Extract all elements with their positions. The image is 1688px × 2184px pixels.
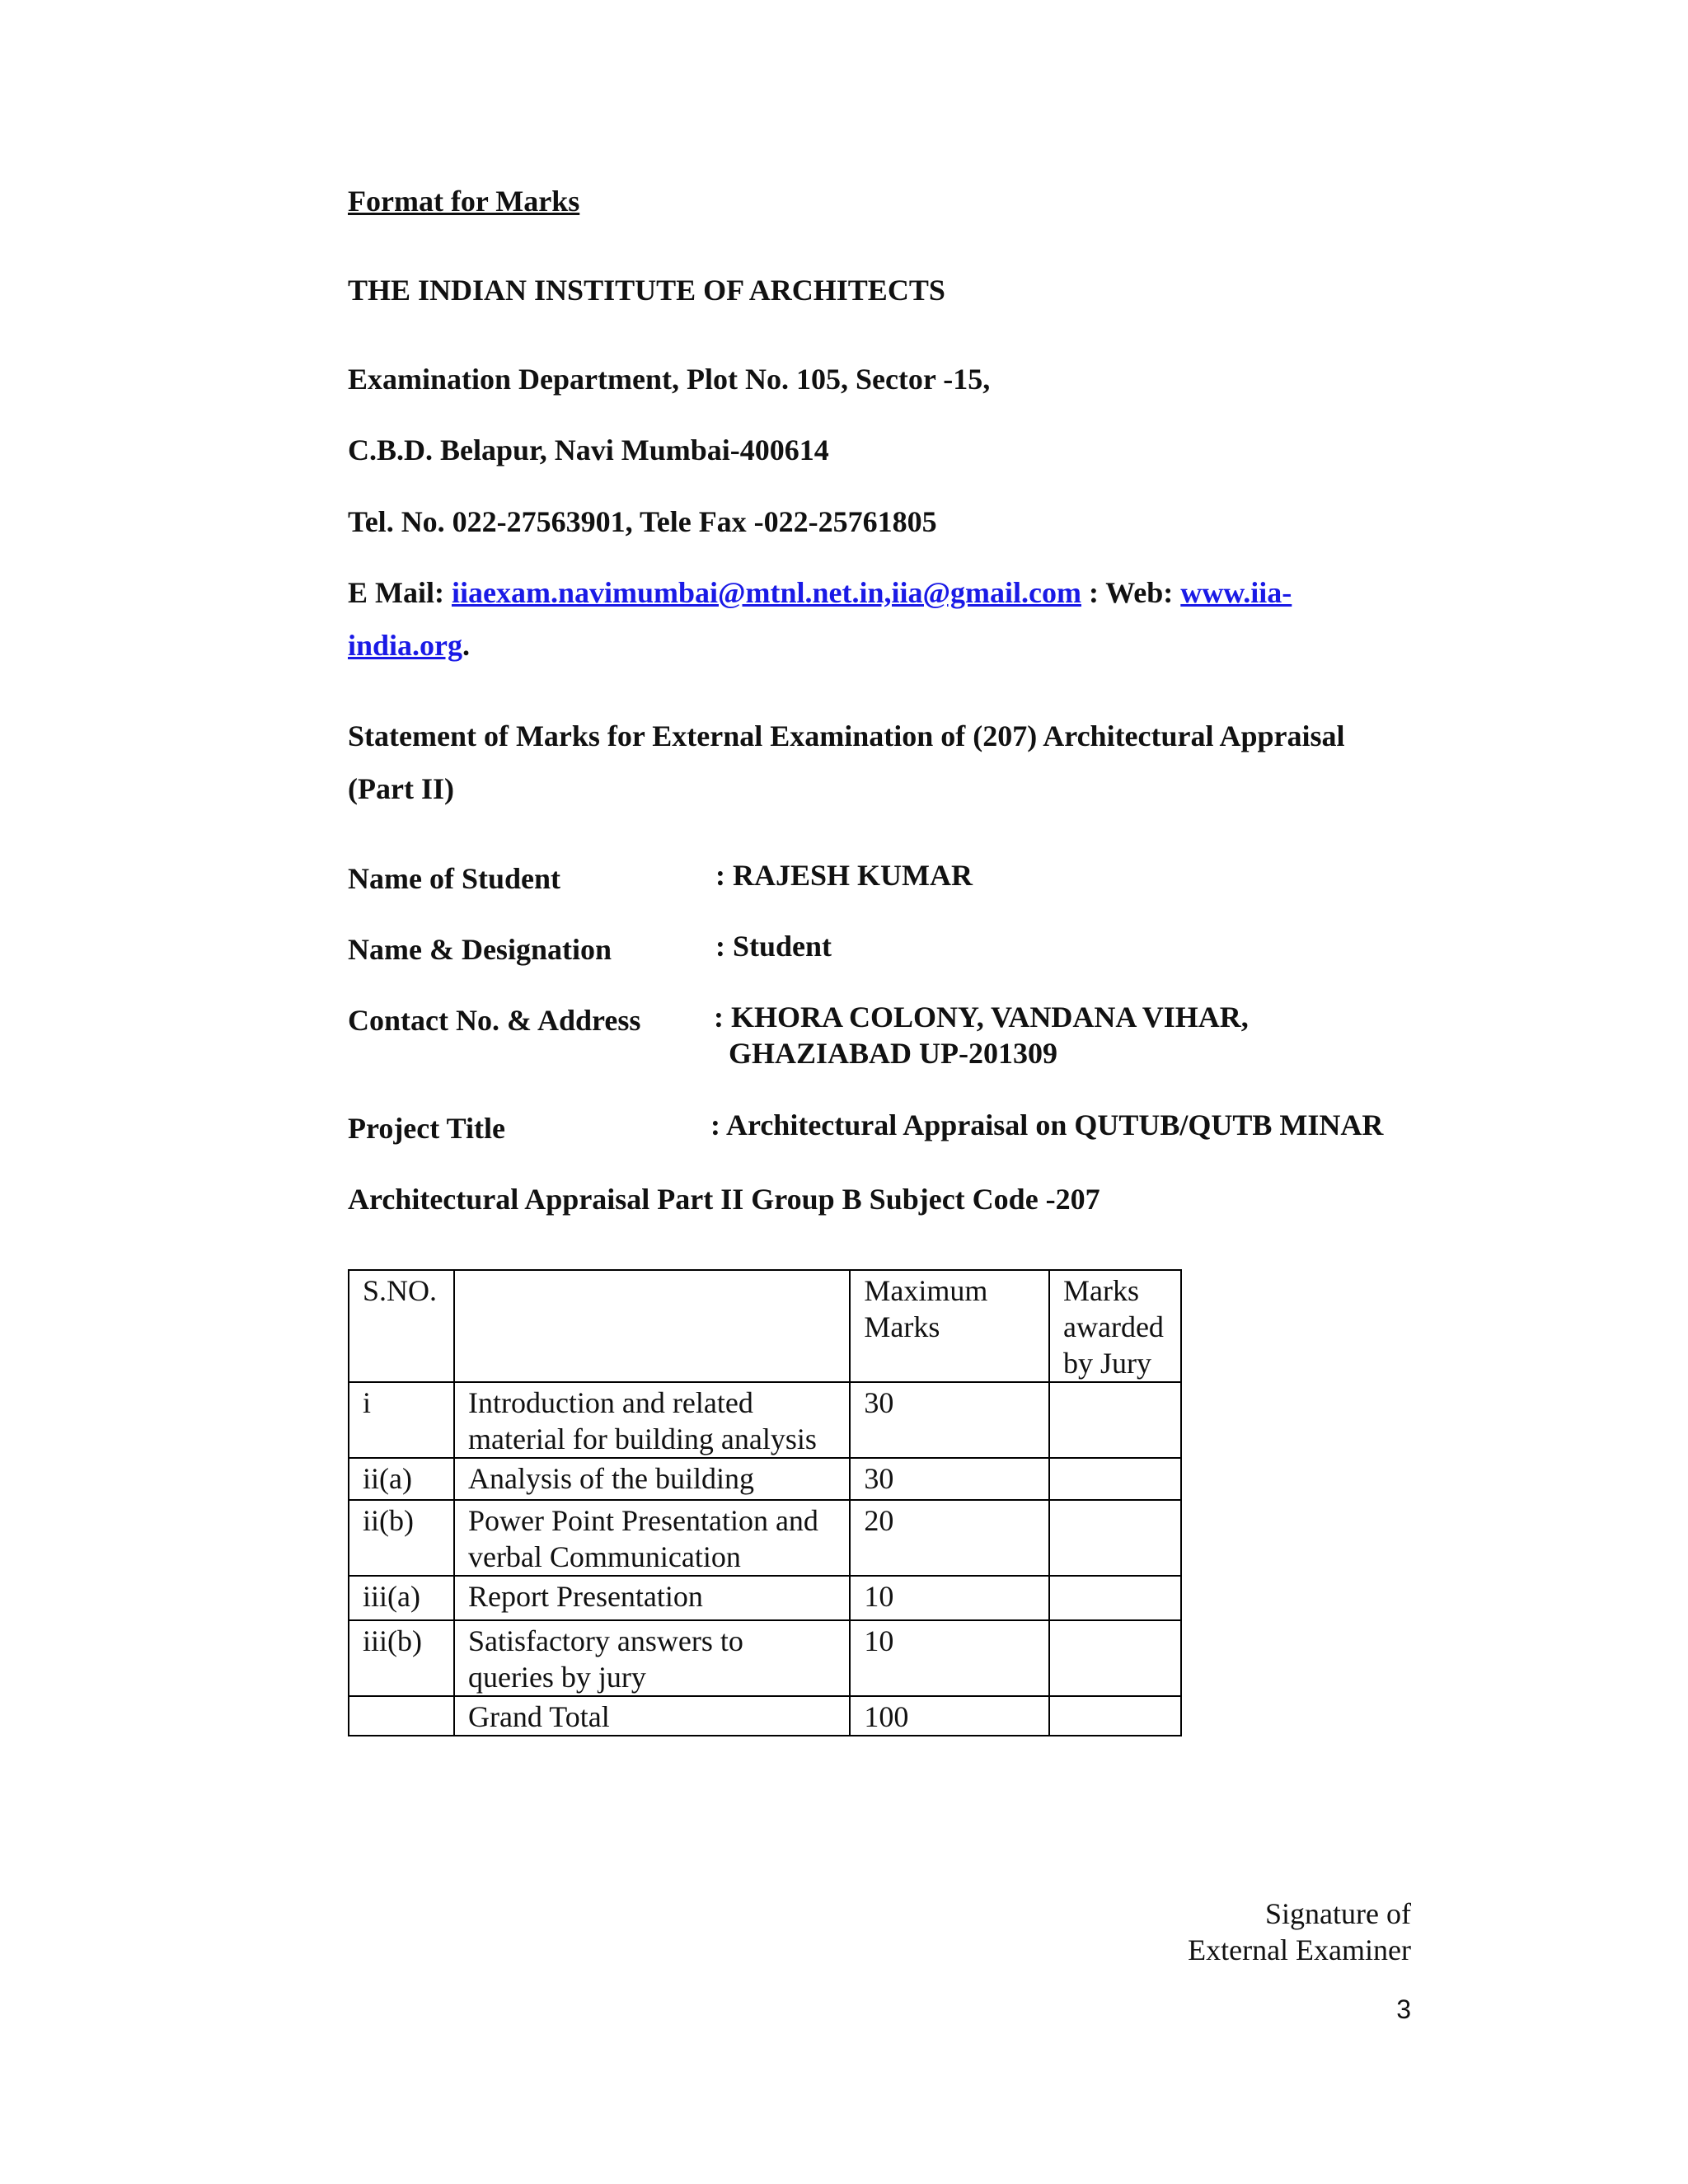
signature-line-1: Signature of — [1265, 1897, 1411, 1930]
format-heading: Format for Marks — [348, 185, 580, 218]
table-row — [349, 1382, 1181, 1458]
contact-label: Contact No. & Address — [348, 1004, 641, 1037]
address-line-1: Examination Department, Plot No. 105, Sector -15, — [348, 363, 991, 396]
cell-description: Introduction and related material for building analysis — [454, 1382, 850, 1458]
email-link[interactable]: iiaexam.navimumbai@mtnl.net.in,iia@gmail.com — [451, 576, 1081, 609]
email-web-line — [348, 574, 1292, 612]
cell-description: Analysis of the building — [454, 1458, 850, 1500]
cell-description: Satisfactory answers to queries by jury — [454, 1620, 850, 1696]
web-continuation — [348, 627, 470, 664]
cell-max-marks: 20 — [850, 1500, 1049, 1576]
student-label: Name of Student — [348, 862, 560, 895]
project-value: : Architectural Appraisal on QUTUB/QUTB MINAR — [710, 1108, 1384, 1141]
cell-sno: ii(b) — [349, 1500, 454, 1576]
student-value: : RAJESH KUMAR — [715, 859, 973, 892]
cell-awarded[interactable] — [1049, 1696, 1181, 1736]
cell-max-marks: 10 — [850, 1620, 1049, 1696]
cell-awarded[interactable] — [1049, 1382, 1181, 1458]
project-label: Project Title — [348, 1112, 505, 1145]
web-suffix: . — [462, 629, 471, 662]
email-label: E Mail: — [348, 576, 452, 609]
designation-value: : Student — [715, 930, 832, 963]
table-row — [349, 1458, 1181, 1500]
header-sno: S.NO. — [349, 1270, 454, 1382]
cell-awarded[interactable] — [1049, 1500, 1181, 1576]
web-link-part2[interactable]: india.org — [348, 629, 463, 662]
cell-max-marks: 100 — [850, 1696, 1049, 1736]
marks-table — [348, 1269, 1182, 1736]
cell-max-marks: 10 — [850, 1576, 1049, 1620]
table-header-row — [349, 1270, 1181, 1382]
cell-sno: iii(a) — [349, 1576, 454, 1620]
signature-line-2: External Examiner — [1188, 1933, 1411, 1966]
cell-sno: ii(a) — [349, 1458, 454, 1500]
header-maximum-marks: Maximum Marks — [850, 1270, 1049, 1382]
table-row — [349, 1620, 1181, 1696]
designation-label: Name & Designation — [348, 933, 612, 966]
cell-description: Report Presentation — [454, 1576, 850, 1620]
statement-line-1: Statement of Marks for External Examination of (207) Architectural Appraisal — [348, 719, 1345, 752]
cell-awarded[interactable] — [1049, 1458, 1181, 1500]
cell-max-marks: 30 — [850, 1382, 1049, 1458]
table-total-row — [349, 1696, 1181, 1736]
institute-name: THE INDIAN INSTITUTE OF ARCHITECTS — [348, 274, 945, 307]
cell-awarded[interactable] — [1049, 1576, 1181, 1620]
cell-sno: i — [349, 1382, 454, 1458]
cell-awarded[interactable] — [1049, 1620, 1181, 1696]
cell-description: Grand Total — [454, 1696, 850, 1736]
cell-description: Power Point Presentation and verbal Communication — [454, 1500, 850, 1576]
contact-value-line-2: GHAZIABAD UP-201309 — [729, 1037, 1058, 1070]
contact-value-line-1: : KHORA COLONY, VANDANA VIHAR, — [714, 1001, 1249, 1033]
header-marks-awarded: Marks awarded by Jury — [1049, 1270, 1181, 1382]
cell-max-marks: 30 — [850, 1458, 1049, 1500]
examiner-signature — [1188, 1896, 1411, 1968]
subject-line: Architectural Appraisal Part II Group B Subject Code -207 — [348, 1183, 1100, 1216]
statement-line-2: (Part II) — [348, 772, 454, 805]
table-row — [349, 1500, 1181, 1576]
phone-line: Tel. No. 022-27563901, Tele Fax -022-25761805 — [348, 505, 937, 538]
web-label: : Web: — [1081, 576, 1181, 609]
table-row — [349, 1576, 1181, 1620]
address-line-2: C.B.D. Belapur, Navi Mumbai-400614 — [348, 434, 829, 466]
page-number: 3 — [1396, 1994, 1411, 2024]
cell-sno: iii(b) — [349, 1620, 454, 1696]
header-description — [454, 1270, 850, 1382]
web-link-part1[interactable]: www.iia- — [1180, 576, 1292, 609]
cell-sno — [349, 1696, 454, 1736]
